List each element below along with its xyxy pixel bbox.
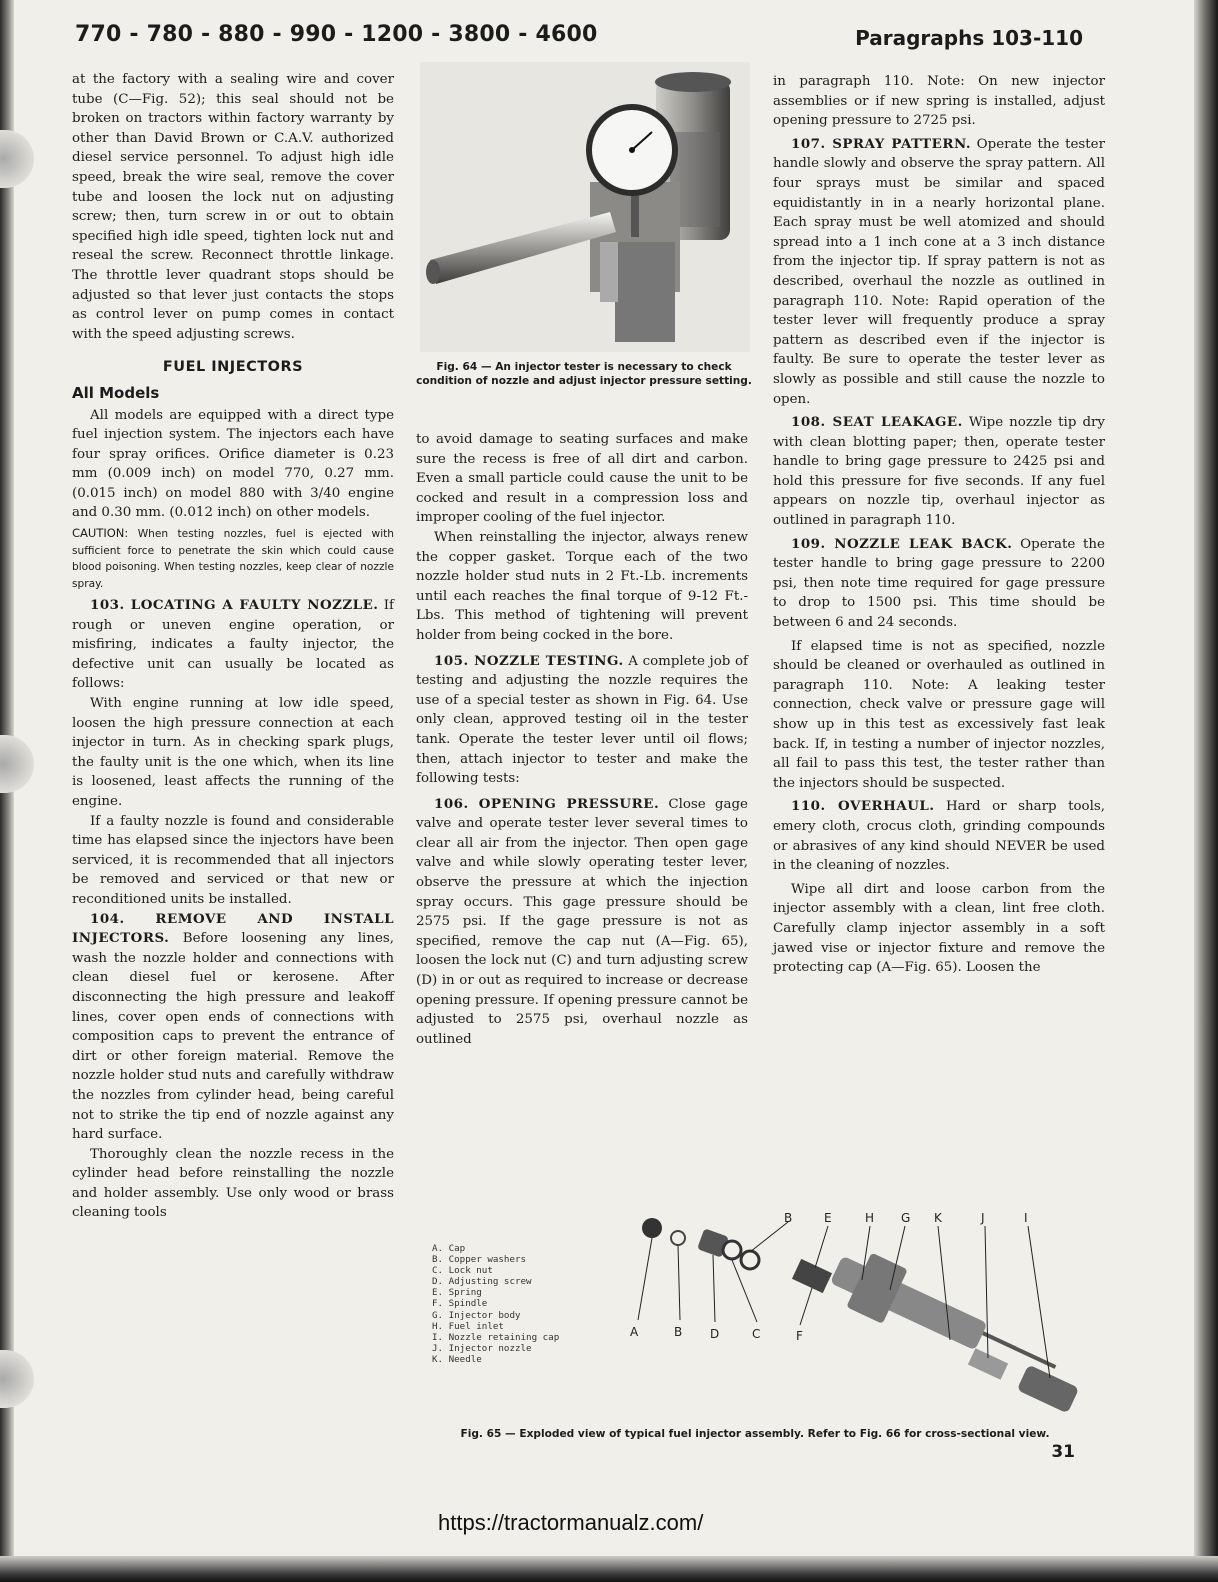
diagram-label: C [752, 1327, 761, 1341]
header-models: 770 - 780 - 880 - 990 - 1200 - 3800 - 4600 [75, 22, 598, 47]
exploded-injector-diagram [600, 1210, 1095, 1415]
paragraph: If a faulty nozzle is found and considerable time has elapsed since the injectors have been serviced, it is recommended that all injectors be removed and serviced or that new or reconditioned units be installed. [72, 813, 394, 907]
paragraph: in paragraph 110. Note: On new injector assemblies or if new spring is installed, adjust opening pressure to 2725 psi. [773, 74, 1105, 129]
page-edge [1194, 0, 1218, 1582]
paragraph-104 [72, 910, 394, 1145]
paragraph-text: Operate the tester handle to bring gage pressure to 2200 psi, then note time required for gage pressure to drop to 1500 psi. This time should be between 6 and 24 seconds. [773, 536, 1105, 631]
figure-64-caption: Fig. 64 — An injector tester is necessary to check condition of nozzle and adjust injector pressure setting. [416, 361, 752, 387]
diagram-label: G [901, 1211, 911, 1225]
paragraph: When reinstalling the injector, always renew the copper gasket. Torque each of the two nozzle holder stud nuts in 2 Ft.-Lb. increments until each reaches the final torque of 9-12 Ft.-Lbs. This method of tightening will prevent holder from being cocked in the bore. [416, 529, 748, 643]
figure-65-caption: Fig. 65 — Exploded view of typical fuel injector assembly. Refer to Fig. 66 for cross-sectional view. [460, 1428, 1050, 1440]
legend-item: J. Injector nozzle [432, 1342, 532, 1354]
paragraph-110 [773, 797, 1105, 875]
paragraph-heading: 108. SEAT LEAKAGE. [791, 414, 963, 431]
subsection-title: All Models [72, 383, 160, 402]
paragraph-108 [773, 413, 1105, 531]
binder-hole [0, 130, 34, 188]
legend-item: D. Adjusting screw [432, 1276, 532, 1288]
section-title: FUEL INJECTORS [162, 359, 304, 376]
paragraph-heading: 110. OVERHAUL. [791, 798, 935, 815]
column-3 [773, 72, 1105, 978]
paragraph-heading: 105. NOZZLE TESTING. [434, 652, 624, 669]
paragraph-heading: 106. OPENING PRESSURE. [434, 795, 660, 812]
paragraph-text: Hard or sharp tools, emery cloth, crocus cloth, grinding compounds or abrasives of any kind should NEVER be used in the cleaning of nozzles. [773, 799, 1105, 874]
diagram-label: H [865, 1211, 875, 1225]
caution-text: When testing nozzles, fuel is ejected with sufficient force to penetrate the skin which could cause blood poisoning. When testing nozzles, keep clear of nozzle spray. [72, 528, 395, 590]
paragraph-107 [773, 135, 1105, 409]
header-paragraphs: Paragraphs 103-110 [855, 26, 1083, 50]
caution-label: CAUTION: [72, 526, 129, 541]
paragraph: at the factory with a sealing wire and cover tube (C—Fig. 52); this seal should not be broken on tractors within factory warranty by other than David Brown or C.A.V. authorized diesel service personnel. To adjust high idle speed, break the wire seal, remove the cover tube and loosen the lock nut on adjusting screw; then, turn screw in or out to obtain specified high idle speed, tighten lock nut and reseal the screw. Reconnect throttle linkage. The throttle lever quadrant stops should be adjusted so that lever just contacts the stops as control lever on pump comes in contact with the speed adjusting screws. [72, 72, 394, 342]
paragraph: If elapsed time is not as specified, nozzle should be cleaned or overhauled as outlined in paragraph 110. Note: A leaking tester connection, check valve or pressure gage will show up in this test as excessively fast leak back. If, in testing a number of injector nozzles, all fail to pass this test, the tester rather than the injectors should be suspected. [773, 638, 1105, 791]
paragraph-text: Before loosening any lines, wash the nozzle holder and connections with clean diesel fuel or kerosene. After disconnecting the high pressure and leakoff lines, cover open ends of connections with composition caps to prevent the entrance of dirt or other foreign material. Remove the nozzle holder stud nuts and carefully withdraw the nozzles from cylinder head, being careful not to strike the tip end of nozzle against any hard surface. [72, 931, 394, 1143]
diagram-label: F [796, 1329, 803, 1343]
diagram-label: B [674, 1325, 683, 1339]
binder-hole [0, 1350, 34, 1408]
paragraph: With engine running at low idle speed, loosen the high pressure connection at each injector in turn. As in checking spark plugs, the faulty unit is the one which, when its line is loosened, least affects the running of the engine. [72, 696, 394, 809]
figure-65-legend [432, 1243, 559, 1365]
binder-hole [0, 735, 34, 793]
paragraph-heading: 104. REMOVE AND INSTALL INJECTORS. [72, 910, 394, 947]
paragraph-103 [72, 596, 394, 694]
paragraph: Thoroughly clean the nozzle recess in the cylinder head before reinstalling the nozzle and holder assembly. Use only wood or brass cleaning tools [72, 1146, 394, 1221]
injector-tester-photo [420, 62, 750, 352]
paragraph-heading: 103. LOCATING A FAULTY NOZZLE. [90, 597, 379, 614]
legend-item: F. Spindle [432, 1298, 488, 1310]
diagram-label: J [981, 1211, 985, 1225]
paragraph-heading: 107. SPRAY PATTERN. [791, 135, 971, 152]
website-url[interactable]: https://tractormanualz.com/ [438, 1510, 704, 1535]
page-number: 31 [1051, 1442, 1075, 1462]
paragraph-text: Operate the tester handle slowly and observe the spray pattern. All four sprays must be similar and spaced equidistantly in in a nearly horizontal plane. Each spray must be well atomized and should spread into a 1 inch cone at a 3 inch distance from the injector tip. If spray pattern is not as described, overhaul the nozzle as outlined in paragraph 110. Note: Rapid operation of the tester lever will frequently produce a spray pattern as described even if the injector is faulty. Be sure to operate the tester lever as slowly as possible and still cause the nozzle to open. [773, 136, 1105, 407]
paragraph-109 [773, 535, 1105, 633]
diagram-label: D [710, 1327, 720, 1341]
diagram-label: E [824, 1211, 832, 1225]
paragraph-text: Wipe nozzle tip dry with clean blotting paper; then, operate tester handle to bring gage pressure to 2425 psi and hold this pressure for five seconds. If any fuel appears on nozzle tip, overhaul injector as outlined in paragraph 110. [773, 415, 1105, 529]
legend-item: I. Nozzle retaining cap [432, 1331, 560, 1343]
paragraph: to avoid damage to seating surfaces and make sure the recess is free of all dirt and carbon. Even a small particle could cause the unit to be cocked and result in a compression loss and improper cooling of the fuel injector. [416, 432, 748, 526]
legend-item: H. Fuel inlet [432, 1320, 504, 1332]
paragraph-106 [416, 795, 748, 1050]
diagram-label: I [1024, 1211, 1028, 1225]
paragraph-105 [416, 652, 748, 789]
paragraph-text: If rough or uneven engine operation, or misfiring, indicates a faulty injector, the defective unit can usually be located as follows: [72, 598, 394, 692]
legend-item: E. Spring [432, 1287, 482, 1299]
column-1 [72, 70, 394, 1223]
legend-item: B. Copper washers [432, 1254, 527, 1266]
diagram-label: A [630, 1325, 639, 1339]
paragraph-text: Close gage valve and operate tester lever several times to clear all air from the injector. Then open gage valve and while slowly operating tester lever, observe the pressure at which the injection spray occurs. This gage pressure should be 2575 psi. If the gage pressure is not as specified, remove the cap nut (A—Fig. 65), loosen the lock nut (C) and turn adjusting screw (D) in or out as required to increase or decrease opening pressure. If opening pressure cannot be adjusted to 2575 psi, overhaul nozzle as outlined [416, 796, 748, 1047]
paragraph-text: A complete job of testing and adjusting the nozzle requires the use of a special tester as shown in Fig. 64. Use only clean, approved testing oil in the tester tank. Operate the tester lever until oil flows; then, attach injector to tester and make the following tests: [416, 653, 748, 787]
legend-item: C. Lock nut [432, 1265, 493, 1277]
diagram-label: K [934, 1211, 942, 1225]
legend-item: G. Injector body [432, 1309, 521, 1321]
caution-note [72, 525, 394, 592]
paragraph: Wipe all dirt and loose carbon from the injector assembly with a clean, lint free cloth. Carefully clamp injector assembly in a soft jawed vise or injector fixture and remove the protecting cap (A—Fig. 65). Loosen the [773, 881, 1105, 976]
diagram-label: B [784, 1211, 793, 1225]
paragraph-heading: 109. NOZZLE LEAK BACK. [791, 535, 1013, 552]
paragraph: All models are equipped with a direct type fuel injection system. The injectors each have four spray orifices. Orifice diameter is 0.23 mm (0.009 inch) on model 770, 0.27 mm. (0.015 inch) on model 880 with 3/40 engine and 0.30 mm. (0.012 inch) on other models. [72, 407, 394, 521]
page-bottom-edge [0, 1556, 1218, 1582]
legend-item: K. Needle [432, 1353, 482, 1365]
legend-item: A. Cap [432, 1243, 466, 1254]
column-2 [416, 430, 748, 1049]
